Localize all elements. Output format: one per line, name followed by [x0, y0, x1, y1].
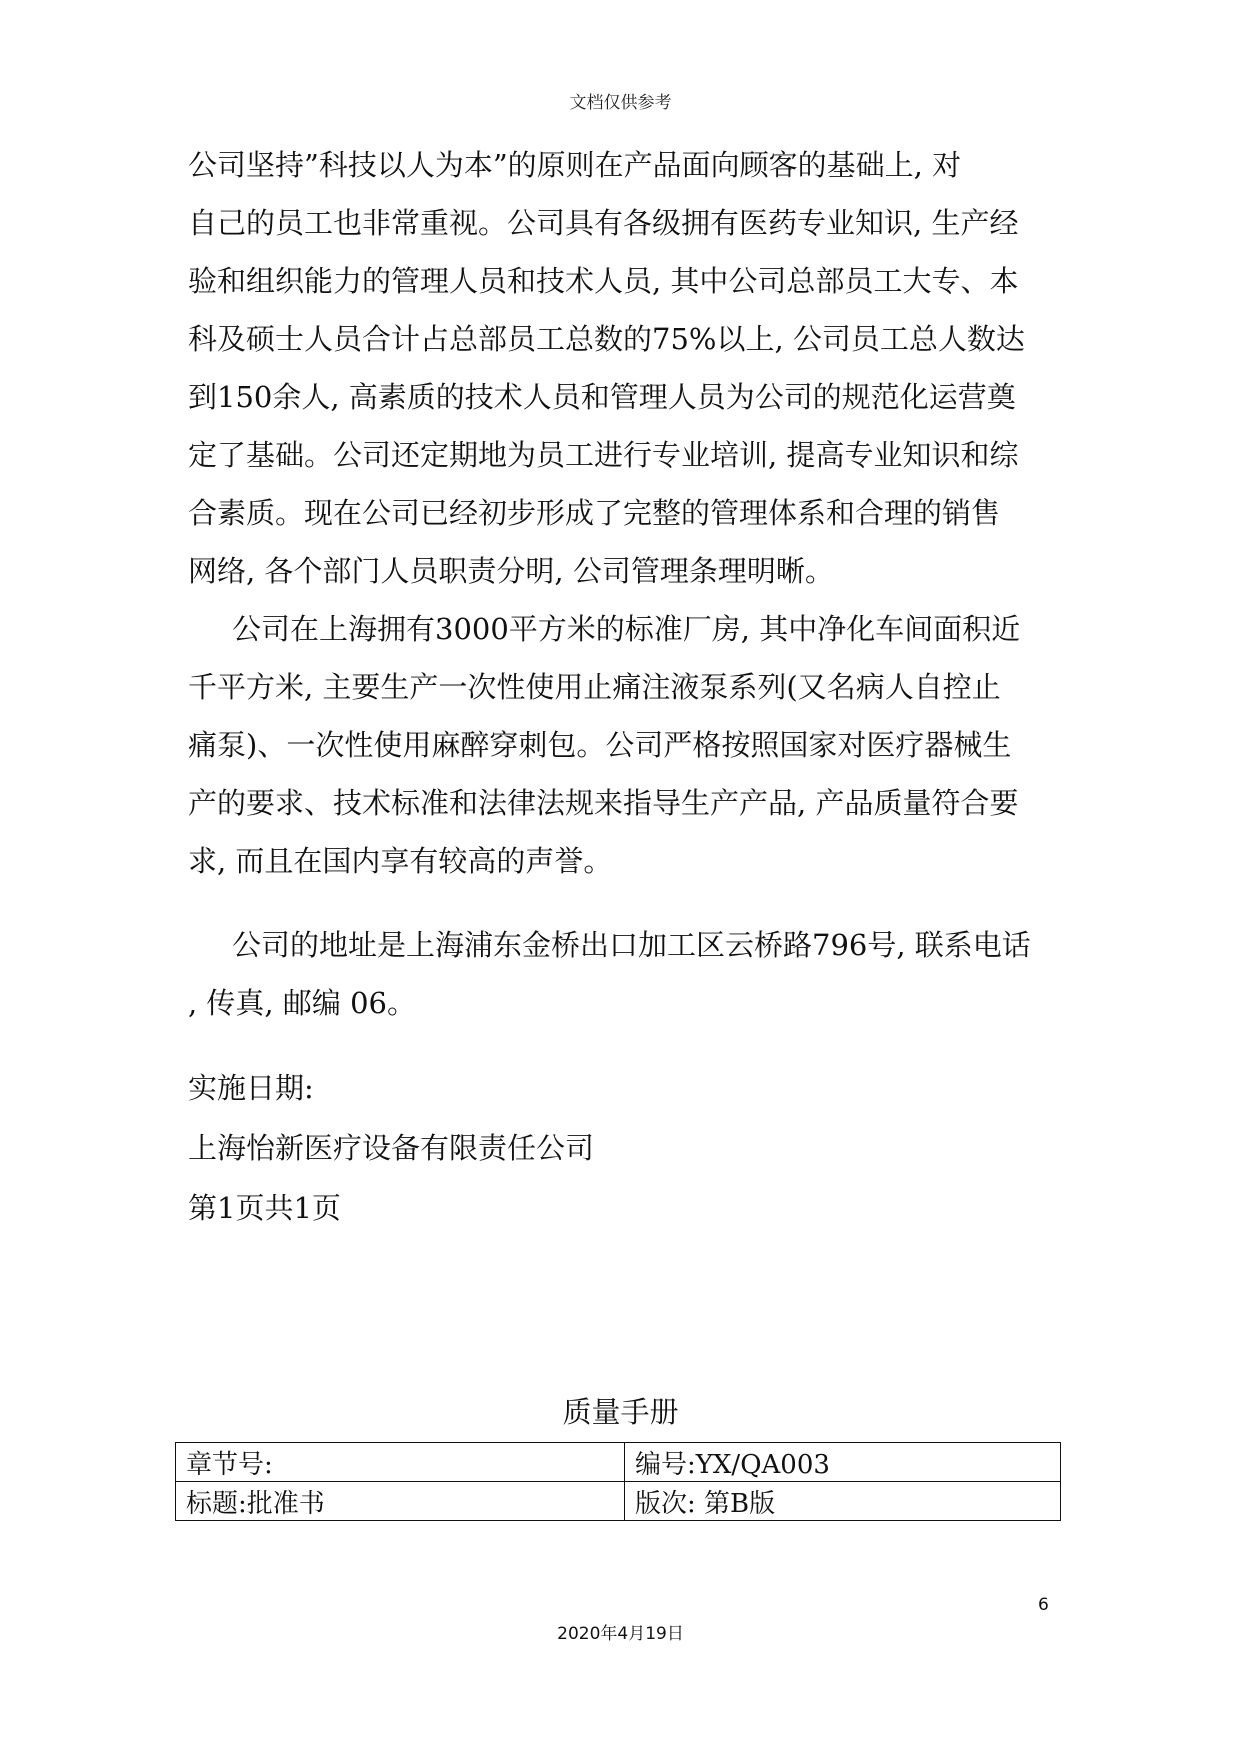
paragraph3-line: , 传真, 邮编 06。 [188, 986, 416, 1020]
paragraph3-line: 公司的地址是上海浦东金桥出口加工区云桥路796号, 联系电话 [232, 928, 1031, 962]
paragraph2-line: 痛泵)、一次性使用麻醉穿刺包。公司严格按照国家对医疗器械生 [188, 728, 1012, 762]
paragraph2-line: 产的要求、技术标准和法律法规来指导生产产品, 产品质量符合要 [188, 786, 1019, 820]
document-info-table [175, 1442, 1061, 1521]
paragraph1-line: 验和组织能力的管理人员和技术人员, 其中公司总部员工大专、本 [188, 264, 1019, 298]
paragraph1-line: 科及硕士人员合计占总部员工总数的75%以上, 公司员工总人数达 [188, 322, 1025, 356]
company-name: 上海怡新医疗设备有限责任公司 [188, 1131, 595, 1165]
section-number-cell: 章节号: [176, 1443, 625, 1482]
header-note: 文档仅供参考 [569, 93, 672, 113]
implementation-date-label: 实施日期: [188, 1071, 314, 1105]
document-number-cell: 编号:YX/QA003 [625, 1443, 1061, 1482]
paragraph1-line: 合素质。现在公司已经初步形成了完整的管理体系和合理的销售 [188, 496, 1001, 530]
paragraph2-line: 求, 而且在国内享有较高的声誉。 [188, 844, 613, 878]
paragraph1-line: 公司坚持”科技以人为本”的原则在产品面向顾客的基础上, 对 [188, 148, 962, 182]
title-cell: 标题:批准书 [176, 1482, 625, 1521]
table-row [176, 1443, 1061, 1482]
footer-date: 2020年4月19日 [557, 1624, 684, 1644]
page-number: 6 [1038, 1595, 1049, 1615]
paragraph1-line: 到150余人, 高素质的技术人员和管理人员为公司的规范化运营奠 [188, 380, 1016, 414]
paragraph2-line: 公司在上海拥有3000平方米的标准厂房, 其中净化车间面积近 [232, 612, 1021, 646]
paragraph2-line: 千平方米, 主要生产一次性使用止痛注液泵系列(又名病人自控止 [188, 670, 1001, 704]
manual-title: 质量手册 [562, 1395, 679, 1429]
page-info: 第1页共1页 [188, 1191, 341, 1225]
paragraph1-line: 网络, 各个部门人员职责分明, 公司管理条理明晰。 [188, 554, 834, 588]
edition-cell: 版次: 第B版 [625, 1482, 1061, 1521]
paragraph1-line: 定了基础。公司还定期地为员工进行专业培训, 提高专业知识和综 [188, 438, 1019, 472]
table-row [176, 1482, 1061, 1521]
paragraph1-line: 自己的员工也非常重视。公司具有各级拥有医药专业知识, 生产经 [188, 206, 1019, 240]
